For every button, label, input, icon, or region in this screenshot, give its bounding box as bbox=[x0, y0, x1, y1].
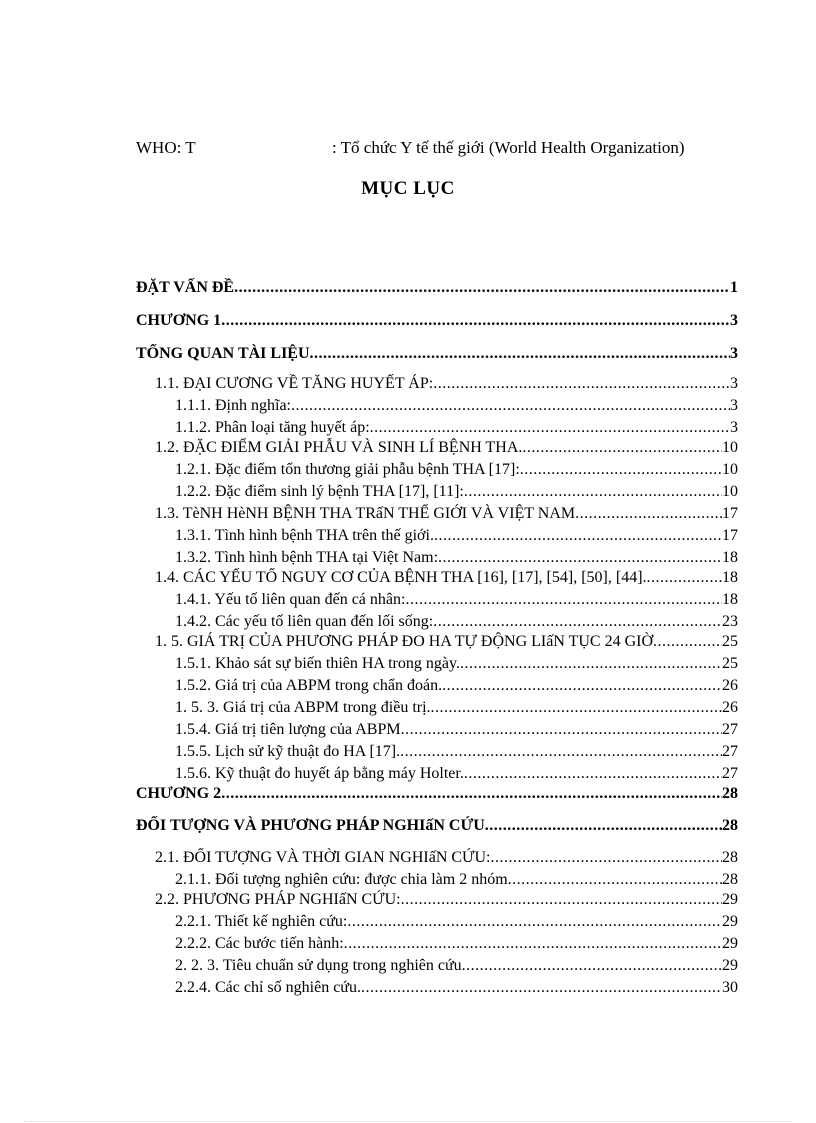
toc-dot-leader bbox=[405, 590, 722, 610]
toc-entry-title: ĐẶT VẤN ĐỀ bbox=[136, 279, 235, 296]
toc-dot-leader bbox=[508, 870, 722, 890]
toc-entry-title: 1.4.2. Các yếu tố liên quan đến lối sống: bbox=[175, 613, 434, 630]
toc-entry-page-number: 1 bbox=[730, 279, 738, 296]
toc-dot-leader bbox=[522, 438, 722, 458]
toc-entry-title: 1.5.1. Khảo sát sự biến thiên HA trong ngày. bbox=[175, 655, 460, 672]
toc-entry[interactable] bbox=[175, 978, 738, 998]
toc-entry[interactable] bbox=[155, 890, 738, 910]
toc-dot-leader bbox=[442, 676, 722, 696]
toc-dot-leader bbox=[221, 311, 730, 331]
toc-entry-title: 2. 2. 3. Tiêu chuẩn sử dụng trong nghiên cứu bbox=[175, 957, 462, 974]
toc-entry-title: 1.5.6. Kỹ thuật đo huyết áp bằng máy Holter. bbox=[175, 765, 464, 782]
toc-dot-leader bbox=[485, 816, 722, 836]
toc-entry[interactable] bbox=[175, 590, 738, 610]
toc-entry[interactable] bbox=[175, 418, 738, 438]
toc-entry-page-number: 25 bbox=[722, 633, 738, 650]
toc-entry[interactable] bbox=[136, 784, 738, 804]
toc-entry-title: 2.2.2. Các bước tiến hành: bbox=[175, 935, 344, 952]
toc-entry-title: 1.2. ĐẶC ĐIỂM GIẢI PHẪU VÀ SINH LÍ BỆNH THA. bbox=[155, 439, 523, 456]
toc-entry[interactable] bbox=[175, 654, 738, 674]
toc-dot-leader bbox=[464, 482, 722, 502]
abbreviation-term: WHO: T bbox=[136, 138, 196, 157]
toc-entry[interactable] bbox=[155, 568, 738, 588]
toc-entry[interactable] bbox=[155, 632, 738, 652]
toc-entry[interactable] bbox=[155, 438, 738, 458]
toc-entry-page-number: 3 bbox=[730, 375, 738, 392]
toc-entry[interactable] bbox=[175, 870, 738, 890]
page-title: MỤC LỤC bbox=[361, 178, 455, 199]
toc-dot-leader bbox=[401, 720, 722, 740]
toc-entry-page-number: 28 bbox=[722, 871, 738, 888]
toc-entry-page-number: 26 bbox=[722, 699, 738, 716]
toc-entry-title: 2.2.1. Thiết kế nghiên cứu: bbox=[175, 913, 348, 930]
toc-dot-leader bbox=[575, 504, 722, 524]
toc-entry-title: 2.2. PHƯƠNG PHÁP NGHIấN CỨU: bbox=[155, 891, 401, 908]
toc-entry[interactable] bbox=[175, 764, 738, 784]
toc-entry-title: 2.1. ĐỐI TƯỢNG VÀ THỜI GIAN NGHIấN CỨU: bbox=[155, 849, 491, 866]
toc-entry[interactable] bbox=[175, 612, 738, 632]
toc-entry-title: 1.1.1. Định nghĩa: bbox=[175, 397, 291, 414]
toc-entry-title: 1.4. CÁC YẾU TỐ NGUY CƠ CỦA BỆNH THA [16], [17], [54], [50], [44]. bbox=[155, 569, 647, 586]
toc-entry-title: ĐỐI TƯỢNG VÀ PHƯƠNG PHÁP NGHIấN CỨU bbox=[136, 817, 485, 834]
toc-entry[interactable] bbox=[136, 278, 738, 298]
toc-dot-leader bbox=[291, 396, 730, 416]
toc-entry-page-number: 10 bbox=[722, 483, 738, 500]
toc-dot-leader bbox=[434, 526, 722, 546]
toc-entry-page-number: 17 bbox=[722, 505, 738, 522]
toc-entry-title: 1.3.2. Tình hình bệnh THA tại Việt Nam: bbox=[175, 549, 439, 566]
toc-entry-page-number: 25 bbox=[722, 655, 738, 672]
toc-entry-page-number: 3 bbox=[730, 345, 738, 362]
toc-entry[interactable] bbox=[136, 311, 738, 331]
toc-entry-title: 1.3.1. Tình hình bệnh THA trên thế giới. bbox=[175, 527, 434, 544]
abbreviation-row bbox=[136, 138, 736, 160]
toc-entry[interactable] bbox=[136, 816, 738, 836]
toc-entry-title: CHƯƠNG 2 bbox=[136, 785, 222, 802]
toc-entry-page-number: 28 bbox=[722, 785, 738, 802]
toc-entry[interactable] bbox=[175, 526, 738, 546]
toc-entry[interactable] bbox=[175, 698, 738, 718]
toc-dot-leader bbox=[344, 934, 722, 954]
toc-entry-title: 1.1. ĐẠI CƯƠNG VỀ TĂNG HUYẾT ÁP: bbox=[155, 375, 434, 392]
toc-entry-page-number: 29 bbox=[722, 957, 738, 974]
toc-entry-page-number: 27 bbox=[722, 721, 738, 738]
toc-dot-leader bbox=[433, 374, 730, 394]
toc-dot-leader bbox=[462, 956, 722, 976]
toc-dot-leader bbox=[464, 764, 722, 784]
toc-entry-page-number: 28 bbox=[722, 849, 738, 866]
abbreviation-definition: : Tổ chức Y tế thế giới (World Health Organization) bbox=[332, 138, 685, 157]
toc-entry-title: CHƯƠNG 1 bbox=[136, 312, 222, 329]
toc-entry-title: 1.4.1. Yếu tố liên quan đến cá nhân: bbox=[175, 591, 406, 608]
toc-entry-page-number: 18 bbox=[722, 569, 738, 586]
toc-entry-page-number: 3 bbox=[730, 397, 738, 414]
toc-entry-title: 1.2.1. Đặc điểm tổn thương giải phẫu bệnh THA [17]: bbox=[175, 461, 520, 478]
toc-entry-page-number: 27 bbox=[722, 743, 738, 760]
toc-entry[interactable] bbox=[155, 374, 738, 394]
toc-dot-leader bbox=[490, 848, 722, 868]
toc-entry-title: 2.1.1. Đối tượng nghiên cứu: được chia làm 2 nhóm bbox=[175, 871, 508, 888]
toc-entry-page-number: 27 bbox=[722, 765, 738, 782]
toc-entry-title: 1.5.5. Lịch sử kỹ thuật đo HA [17]. bbox=[175, 743, 401, 760]
toc-entry-title: 1. 5. 3. Giá trị của ABPM trong điều trị. bbox=[175, 699, 431, 716]
toc-dot-leader bbox=[400, 742, 722, 762]
toc-dot-leader bbox=[653, 632, 722, 652]
toc-entry-title: TỔNG QUAN TÀI LIỆU bbox=[136, 345, 310, 362]
toc-dot-leader bbox=[347, 912, 722, 932]
toc-entry-title: 2.2.4. Các chỉ số nghiên cứu. bbox=[175, 979, 361, 996]
toc-entry[interactable] bbox=[155, 504, 738, 524]
toc-dot-leader bbox=[438, 548, 722, 568]
toc-dot-leader bbox=[460, 654, 722, 674]
toc-entry-page-number: 10 bbox=[722, 439, 738, 456]
toc-entry-page-number: 26 bbox=[722, 677, 738, 694]
toc-entry-title: 1.3. TèNH HèNH BỆNH THA TRấN THẾ GIỚI VÀ VIỆT NAM bbox=[155, 505, 576, 522]
toc-entry[interactable] bbox=[175, 548, 738, 568]
toc-dot-leader bbox=[361, 978, 722, 998]
toc-entry-page-number: 18 bbox=[722, 591, 738, 608]
toc-entry[interactable] bbox=[175, 742, 738, 762]
toc-dot-leader bbox=[221, 784, 722, 804]
toc-entry[interactable] bbox=[175, 676, 738, 696]
toc-entry-title: 1.5.2. Giá trị của ABPM trong chẩn đoán. bbox=[175, 677, 443, 694]
toc-entry-title: 1.5.4. Giá trị tiên lượng của ABPM bbox=[175, 721, 401, 738]
toc-entry-page-number: 29 bbox=[722, 891, 738, 908]
toc-entry-page-number: 3 bbox=[730, 419, 738, 436]
toc-dot-leader bbox=[433, 612, 722, 632]
toc-entry[interactable] bbox=[175, 912, 738, 932]
toc-entry-page-number: 28 bbox=[722, 817, 738, 834]
toc-entry-page-number: 29 bbox=[722, 935, 738, 952]
toc-dot-leader bbox=[431, 698, 722, 718]
toc-entry[interactable] bbox=[175, 460, 738, 480]
toc-dot-leader bbox=[370, 418, 730, 438]
toc-entry-title: 1.2.2. Đặc điểm sinh lý bệnh THA [17], [11]: bbox=[175, 483, 464, 500]
toc-entry-page-number: 30 bbox=[722, 979, 738, 996]
toc-entry-page-number: 18 bbox=[722, 549, 738, 566]
toc-entry[interactable] bbox=[175, 934, 738, 954]
toc-dot-leader bbox=[647, 568, 722, 588]
toc-entry-title: 1.1.2. Phân loại tăng huyết áp: bbox=[175, 419, 370, 436]
toc-entry[interactable] bbox=[175, 720, 738, 740]
toc-entry-page-number: 17 bbox=[722, 527, 738, 544]
toc-entry-page-number: 10 bbox=[722, 461, 738, 478]
toc-entry[interactable] bbox=[175, 396, 738, 416]
toc-entry[interactable] bbox=[175, 956, 738, 976]
toc-dot-leader bbox=[520, 460, 722, 480]
toc-entry[interactable] bbox=[155, 848, 738, 868]
toc-entry-page-number: 29 bbox=[722, 913, 738, 930]
toc-entry-page-number: 23 bbox=[722, 613, 738, 630]
toc-dot-leader bbox=[310, 344, 730, 364]
toc-entry[interactable] bbox=[136, 344, 738, 364]
page-bottom-divider bbox=[24, 1121, 792, 1122]
toc-entry[interactable] bbox=[175, 482, 738, 502]
toc-entry-page-number: 3 bbox=[730, 312, 738, 329]
toc-dot-leader bbox=[234, 278, 730, 298]
toc-dot-leader bbox=[401, 890, 722, 910]
toc-entry-title: 1. 5. GIÁ TRỊ CỦA PHƯƠNG PHÁP ĐO HA TỰ ĐỘNG LIấN TỤC 24 GIỜ bbox=[155, 633, 654, 650]
